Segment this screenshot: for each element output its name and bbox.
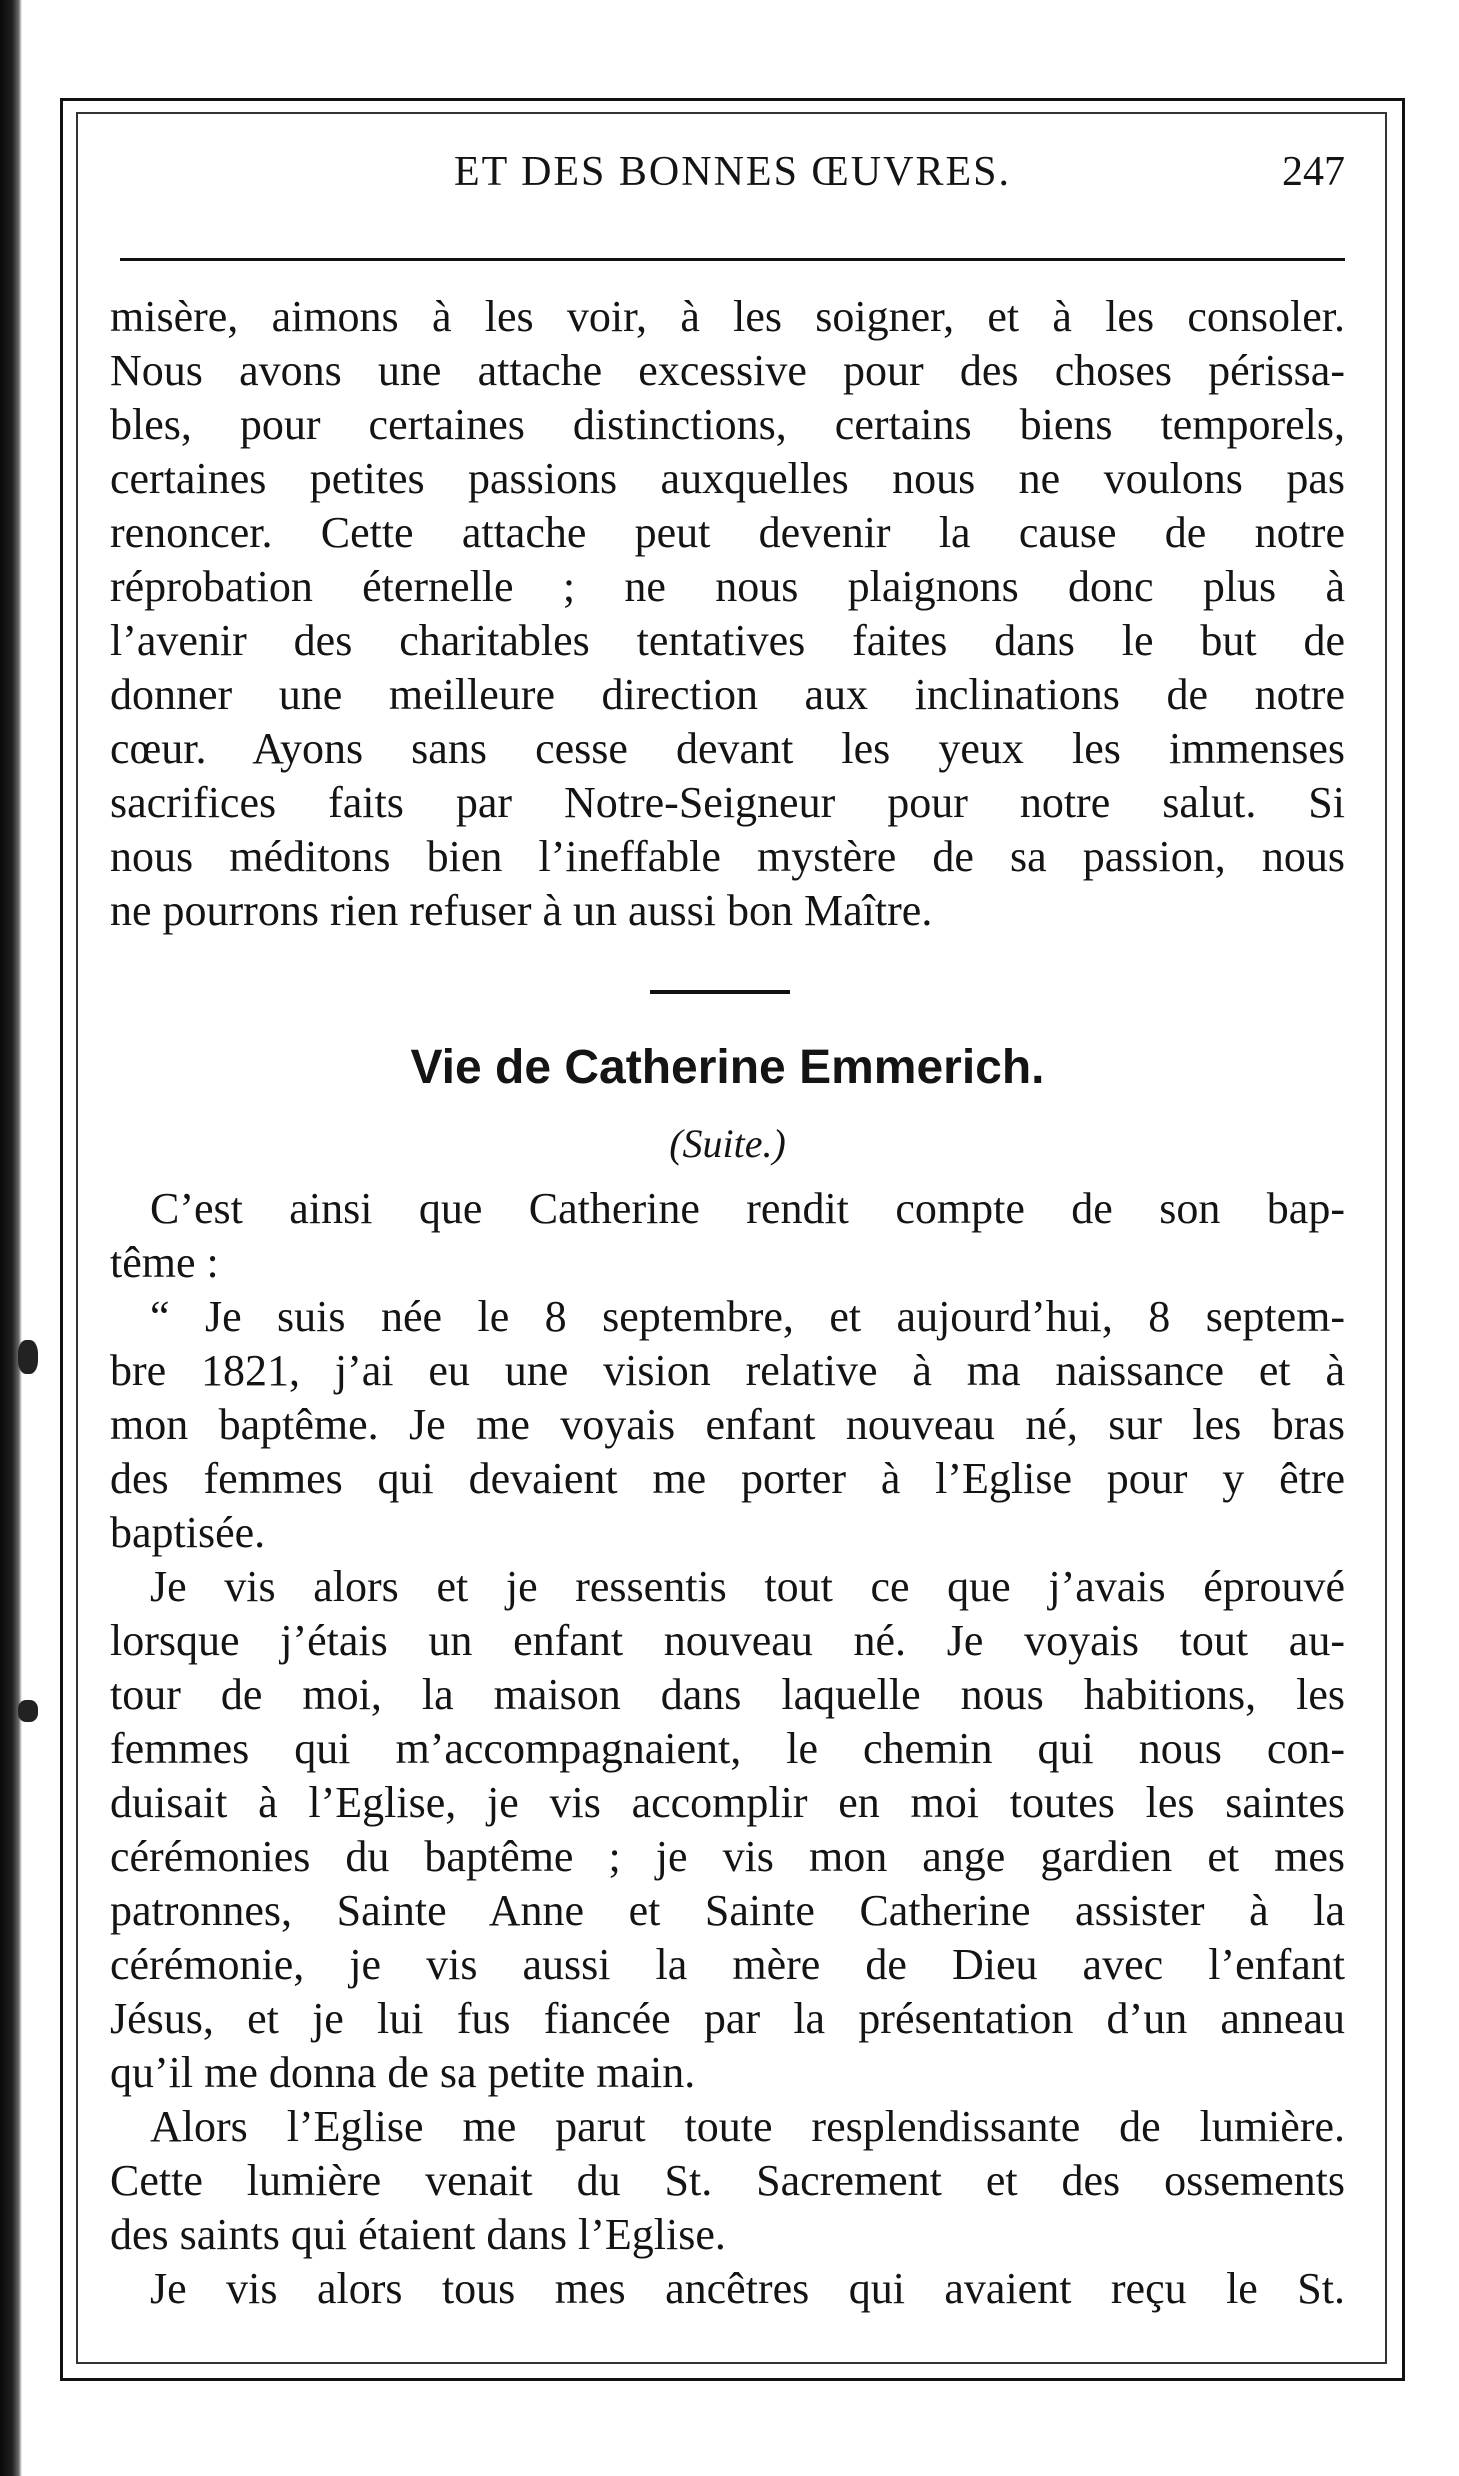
- text-line: certaines petites passions auxquelles nous ne voulons pas: [110, 454, 1345, 503]
- text-line: Je vis alors tous mes ancêtres qui avaient reçu le St.: [150, 2264, 1345, 2313]
- text-line: “ Je suis née le 8 septembre, et aujourd’hui, 8 septem-: [150, 1292, 1345, 1341]
- text-line: donner une meilleure direction aux inclinations de notre: [110, 670, 1345, 719]
- text-line: des saints qui étaient dans l’Eglise.: [110, 2210, 726, 2259]
- binding-mark: [18, 1340, 38, 1374]
- section-title: Vie de Catherine Emmerich.: [410, 1041, 1045, 1094]
- text-line: renoncer. Cette attache peut devenir la cause de notre: [110, 508, 1345, 557]
- text-line: réprobation éternelle ; ne nous plaignons donc plus à: [110, 562, 1345, 611]
- body-text-top: [110, 290, 1345, 938]
- text-line: tour de moi, la maison dans laquelle nous habitions, les: [110, 1670, 1345, 1719]
- section-subtitle: (Suite.): [669, 1121, 786, 1166]
- text-line: C’est ainsi que Catherine rendit compte de son bap-: [150, 1184, 1345, 1233]
- text-line: duisait à l’Eglise, je vis accomplir en moi toutes les saintes: [110, 1778, 1345, 1827]
- page-header: [120, 148, 1345, 208]
- running-head: ET DES BONNES ŒUVRES.: [454, 149, 1011, 195]
- text-line: des femmes qui devaient me porter à l’Eglise pour y être: [110, 1454, 1345, 1503]
- text-line: Je vis alors et je ressentis tout ce que j’avais éprouvé: [150, 1562, 1345, 1611]
- text-line: femmes qui m’accompagnaient, le chemin qui nous con-: [110, 1724, 1345, 1773]
- text-line: Nous avons une attache excessive pour des choses périssa-: [110, 346, 1345, 395]
- header-rule: [120, 258, 1345, 261]
- binding-mark: [18, 1700, 38, 1722]
- text-line: misère, aimons à les voir, à les soigner, et à les consoler.: [110, 292, 1345, 341]
- text-line: tême :: [110, 1238, 219, 1287]
- book-binding-edge: [0, 0, 22, 2476]
- page-number: 247: [1282, 149, 1345, 195]
- text-line: sacrifices faits par Notre-Seigneur pour notre salut. Si: [110, 778, 1345, 827]
- text-line: baptisée.: [110, 1508, 266, 1557]
- text-line: patronnes, Sainte Anne et Sainte Catherine assister à la: [110, 1886, 1345, 1935]
- text-line: bre 1821, j’ai eu une vision relative à ma naissance et à: [110, 1346, 1345, 1395]
- section-divider: [650, 990, 790, 994]
- text-line: Jésus, et je lui fus fiancée par la présentation d’un anneau: [110, 1994, 1345, 2043]
- text-line: cérémonie, je vis aussi la mère de Dieu avec l’enfant: [110, 1940, 1345, 1989]
- text-line: Cette lumière venait du St. Sacrement et des ossements: [110, 2156, 1345, 2205]
- text-line: lorsque j’étais un enfant nouveau né. Je voyais tout au-: [110, 1616, 1345, 1665]
- text-line: qu’il me donna de sa petite main.: [110, 2048, 696, 2097]
- text-line: cœur. Ayons sans cesse devant les yeux les immenses: [110, 724, 1345, 773]
- text-line: nous méditons bien l’ineffable mystère de sa passion, nous: [110, 832, 1345, 881]
- text-line: bles, pour certaines distinctions, certains biens temporels,: [110, 400, 1345, 449]
- body-text-bottom: [110, 1182, 1345, 2316]
- text-line: l’avenir des charitables tentatives faites dans le but de: [110, 616, 1345, 665]
- text-line: Alors l’Eglise me parut toute resplendissante de lumière.: [150, 2102, 1345, 2151]
- text-line: ne pourrons rien refuser à un aussi bon Maître.: [110, 886, 933, 935]
- text-line: mon baptême. Je me voyais enfant nouveau né, sur les bras: [110, 1400, 1345, 1449]
- text-line: cérémonies du baptême ; je vis mon ange gardien et mes: [110, 1832, 1345, 1881]
